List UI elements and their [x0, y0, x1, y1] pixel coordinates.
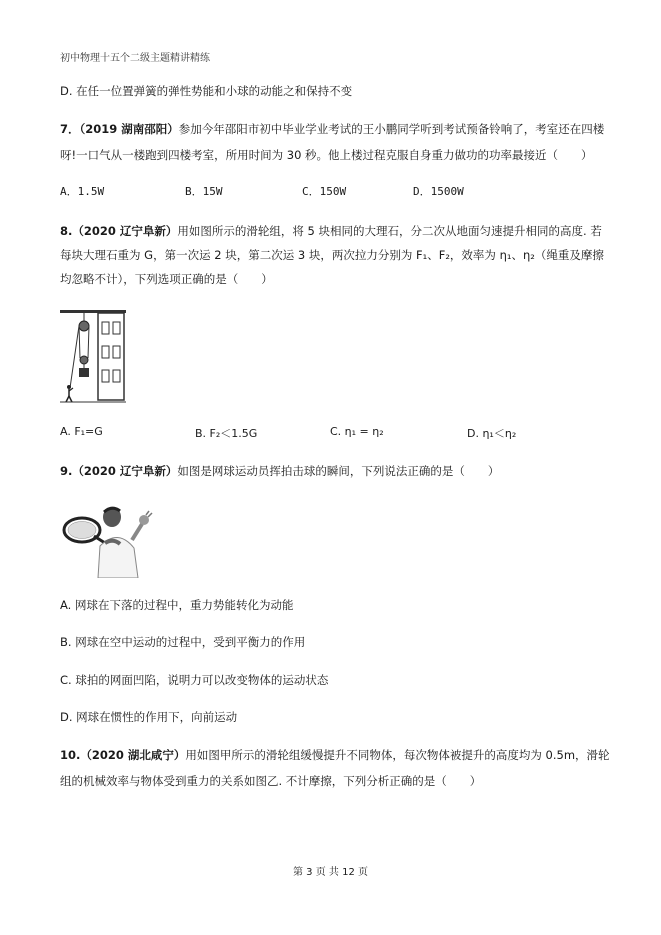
- q8-number: 8.: [60, 224, 73, 238]
- q10-text1: 用如图甲所示的滑轮组缓慢提升不同物体，每次物体被提升的高度均为 0.5m，滑轮: [185, 748, 610, 762]
- q7-text1: 参加今年邵阳市初中毕业学业考试的王小鹏同学听到考试预备铃响了，考室还在四楼: [178, 122, 605, 136]
- q9-stem-line: [60, 460, 499, 482]
- q8-options: [0, 425, 661, 445]
- q8-option-c: C. η₁ = η₂: [330, 425, 384, 438]
- q10-line1: [60, 744, 610, 766]
- q6-option-d: D. 在任一位置弹簧的弹性势能和小球的动能之和保持不变: [60, 84, 353, 98]
- pulley-building-figure: [60, 308, 130, 404]
- q7-source: （2019 湖南邵阳）: [79, 122, 179, 136]
- q9-number: 9.: [60, 464, 73, 478]
- q8-option-d: D. η₁＜η₂: [467, 427, 517, 440]
- q7-line1: [60, 118, 604, 140]
- q9-option-d: D. 网球在惯性的作用下，向前运动: [60, 710, 238, 724]
- q7-option-d: D．1500W: [413, 185, 464, 198]
- q7-number: 7．: [60, 122, 80, 136]
- q8-line3: 均忽略不计），下列选项正确的是（ ）: [60, 272, 273, 286]
- q9-option-c: C. 球拍的网面凹陷，说明力可以改变物体的运动状态: [60, 673, 329, 687]
- q7-option-c: C．150W: [302, 185, 347, 198]
- q8-line2: 每块大理石重为 G，第一次运 2 块，第二次运 3 块，两次拉力分别为 F₁、F₂，效率为 η₁、η₂（绳重及摩擦: [60, 248, 604, 262]
- q9-option-b: B. 网球在空中运动的过程中，受到平衡力的作用: [60, 635, 306, 649]
- q10-line2: 组的机械效率与物体受到重力的关系如图乙. 不计摩擦，下列分析正确的是（ ）: [60, 774, 482, 788]
- q9-source: （2020 辽宁阜新）: [72, 464, 178, 478]
- q8-line1: [60, 220, 602, 242]
- q10-number: 10.: [60, 748, 81, 762]
- q7-option-b: B．15W: [185, 185, 223, 198]
- q8-option-a: A. F₁=G: [60, 425, 103, 438]
- q7-option-a: A．1.5W: [60, 185, 105, 198]
- q10-source: （2020 湖北咸宁）: [80, 748, 186, 762]
- q7-options: [0, 183, 661, 203]
- q8-option-b: B. F₂＜1.5G: [195, 427, 258, 440]
- page-header: 初中物理十五个二级主题精讲精练: [60, 53, 210, 64]
- tennis-player-figure: [60, 500, 160, 578]
- q8-source: （2020 辽宁阜新）: [72, 224, 178, 238]
- q9-option-a: A. 网球在下落的过程中，重力势能转化为动能: [60, 598, 294, 612]
- q7-line2: 呀!一口气从一楼跑到四楼考室，所用时间为 30 秒。他上楼过程克服自身重力做功的功率最接近（ ）: [60, 148, 593, 162]
- q8-text1: 用如图所示的滑轮组，将 5 块相同的大理石，分二次从地面匀速提升相同的高度. 若: [177, 224, 602, 238]
- page-footer: 第 3 页 共 12 页: [293, 867, 368, 878]
- q9-stem: 如图是网球运动员挥拍击球的瞬间，下列说法正确的是（ ）: [177, 464, 500, 478]
